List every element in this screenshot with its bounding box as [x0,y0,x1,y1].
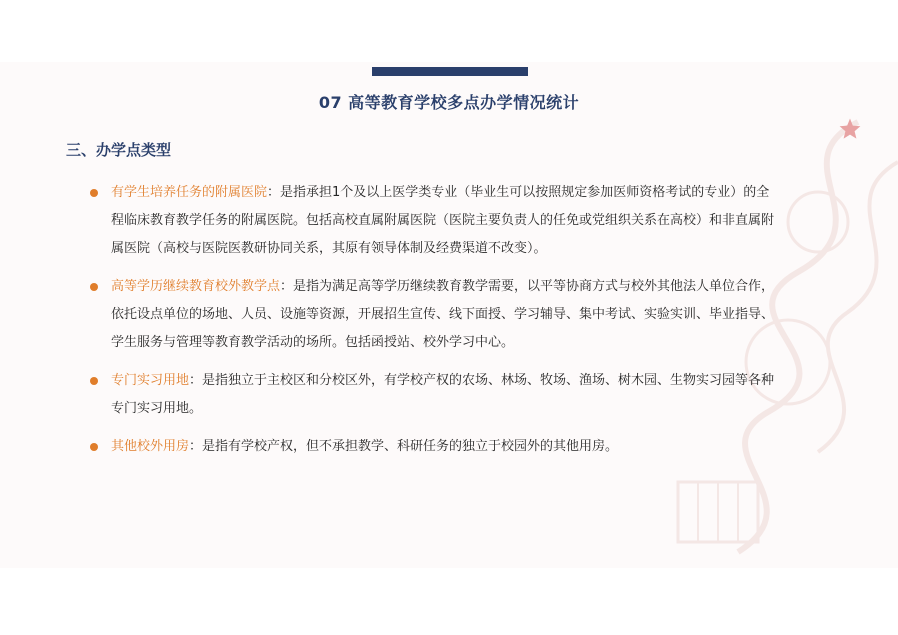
item-text: 是指有学校产权，但不承担教学、科研任务的独立于校园外的其他用房。 [202,439,619,454]
item-term: 其他校外用房 [111,439,190,454]
item-colon: ： [189,373,203,388]
item-text: 是指独立于主校区和分校区外，有学校产权的农场、林场、牧场、渔场、树木园、生物实习园等各种 [202,373,775,388]
item-line [111,179,880,207]
item-text: 是指为满足高等学历继续教育教学需要，以平等协商方式与校外其他法人单位合作， [293,279,775,294]
item-line [111,367,880,395]
bullet-icon [90,377,98,385]
item-term: 有学生培养任务的附属医院 [111,185,268,200]
list-item [90,367,880,423]
list-item [90,433,880,461]
item-line: 依托设点单位的场地、人员、设施等资源，开展招生宣传、线下面授、学习辅导、集中考试、实验实训、毕业指导、 [111,307,775,322]
school-site-type-list [90,179,880,471]
item-colon: ： [267,185,281,200]
item-term: 专门实习用地 [111,373,190,388]
item-text: 是指承担1个及以上医学类专业（毕业生可以按照规定参加医师资格考试的专业）的全 [280,185,770,200]
item-line: 学生服务与管理等教育教学活动的场所。包括函授站、校外学习中心。 [111,335,515,350]
item-colon: ： [280,279,294,294]
list-item [90,273,880,357]
item-line: 专门实习用地。 [111,401,203,416]
bullet-icon [90,189,98,197]
bullet-icon [90,443,98,451]
item-line: 属医院（高校与医院医教研协同关系，其原有领导体制及经费渠道不改变）。 [111,241,547,256]
item-line: 程临床教育教学任务的附属医院。包括高校直属附属医院（医院主要负责人的任免或党组织关系在高校）和非直属附 [111,213,775,228]
slide [0,62,898,568]
item-term: 高等学历继续教育校外教学点 [111,279,281,294]
page-title: 07 高等教育学校多点办学情况统计 [318,93,580,112]
list-item [90,179,880,263]
bullet-icon [90,283,98,291]
item-line [111,433,880,461]
section-heading: 三、办学点类型 [66,141,172,159]
item-line [111,273,880,301]
item-colon: ： [189,439,203,454]
star-icon [838,117,862,141]
title-accent-bar [372,67,528,76]
